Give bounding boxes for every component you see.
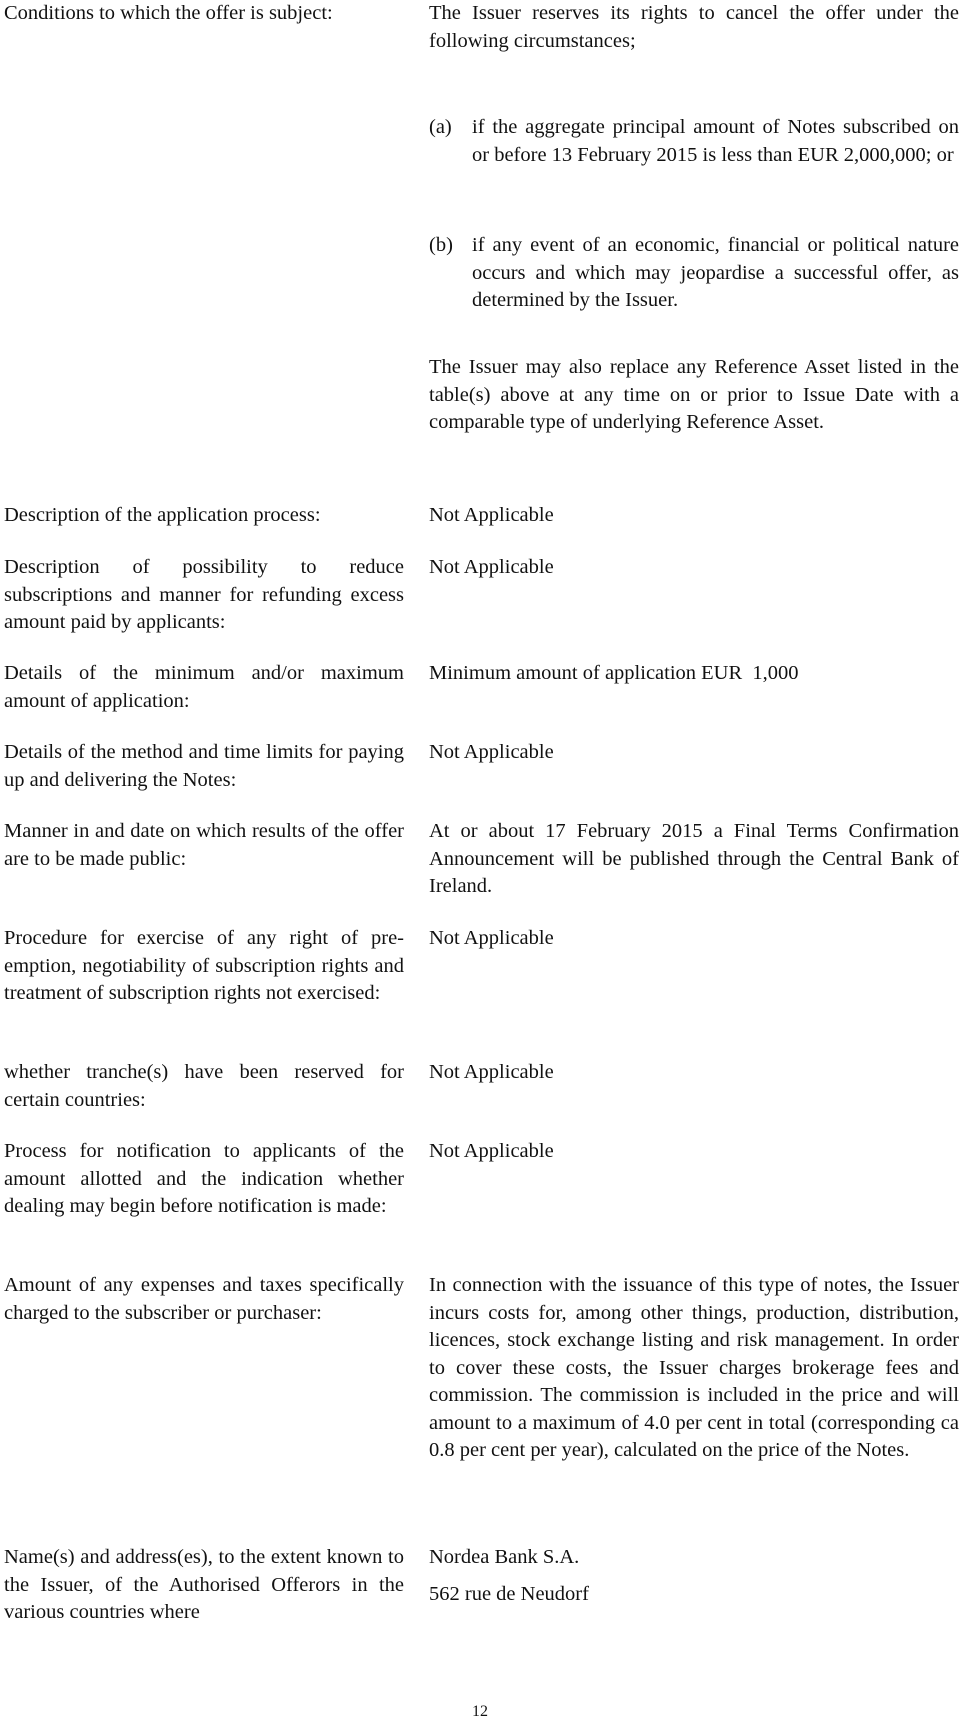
term-value: Not Applicable: [429, 741, 554, 763]
term-value: Not Applicable: [429, 1061, 554, 1083]
term-label: whether tranche(s) have been reserved for certain countries:: [4, 1061, 404, 1111]
term-label: Process for notification to applicants of the amount allotted and the indication whether dealing may begin before notification is made:: [4, 1140, 404, 1217]
term-label: Details of the minimum and/or maximum amount of application:: [4, 662, 404, 712]
term-label: Name(s) and address(es), to the extent known to the Issuer, of the Authorised Offerors in the various countries where: [4, 1546, 404, 1623]
term-value: Not Applicable: [429, 1140, 554, 1162]
condition-marker: (b): [429, 234, 453, 256]
condition-text: if any event of an economic, financial or political nature occurs and which may jeopardise a successful offer, as determined by the Issuer.: [472, 234, 959, 311]
term-value: In connection with the issuance of this type of notes, the Issuer incurs costs for, among other things, production, distribution, licences, stock exchange listing and risk management. In order to cover these costs, the Issuer charges brokerage fees and commission. The commission is included in the price and will amount to a maximum of 4.0 per cent in total (corresponding ca 0.8 per cent per year), calculated on the price of the Notes.: [429, 1274, 959, 1461]
offeror-name: Nordea Bank S.A.: [429, 1546, 580, 1568]
term-value: At or about 17 February 2015 a Final Terms Confirmation Announcement will be published through the Central Bank of Ireland.: [429, 820, 959, 897]
condition-marker: (a): [429, 116, 452, 138]
term-label: Amount of any expenses and taxes specifically charged to the subscriber or purchaser:: [4, 1274, 404, 1324]
term-label: Manner in and date on which results of the offer are to be made public:: [4, 820, 404, 870]
offeror-address: 562 rue de Neudorf: [429, 1582, 589, 1605]
term-value: [429, 1544, 959, 1608]
page-number: 12: [472, 1703, 488, 1720]
conditions-intro: The Issuer reserves its rights to cancel the offer under the following circumstances;: [429, 2, 959, 52]
conditions-label: Conditions to which the offer is subject:: [4, 2, 333, 24]
term-label: Procedure for exercise of any right of pre-emption, negotiability of subscription rights and treatment of subscription rights not exercised:: [4, 927, 404, 1004]
term-label: Description of the application process:: [4, 504, 321, 526]
term-value: Minimum amount of application EUR 1,000: [429, 662, 799, 684]
term-value: Not Applicable: [429, 504, 554, 526]
term-label: Description of possibility to reduce subscriptions and manner for refunding excess amount paid by applicants:: [4, 556, 404, 633]
term-value: Not Applicable: [429, 927, 554, 949]
term-label: Details of the method and time limits for paying up and delivering the Notes:: [4, 741, 404, 791]
conditions-note: The Issuer may also replace any Reference Asset listed in the table(s) above at any time on or prior to Issue Date with a comparable type of underlying Reference Asset.: [429, 356, 959, 433]
term-value: Not Applicable: [429, 556, 554, 578]
condition-text: if the aggregate principal amount of Notes subscribed on or before 13 February 2015 is less than EUR 2,000,000; or: [472, 116, 959, 166]
